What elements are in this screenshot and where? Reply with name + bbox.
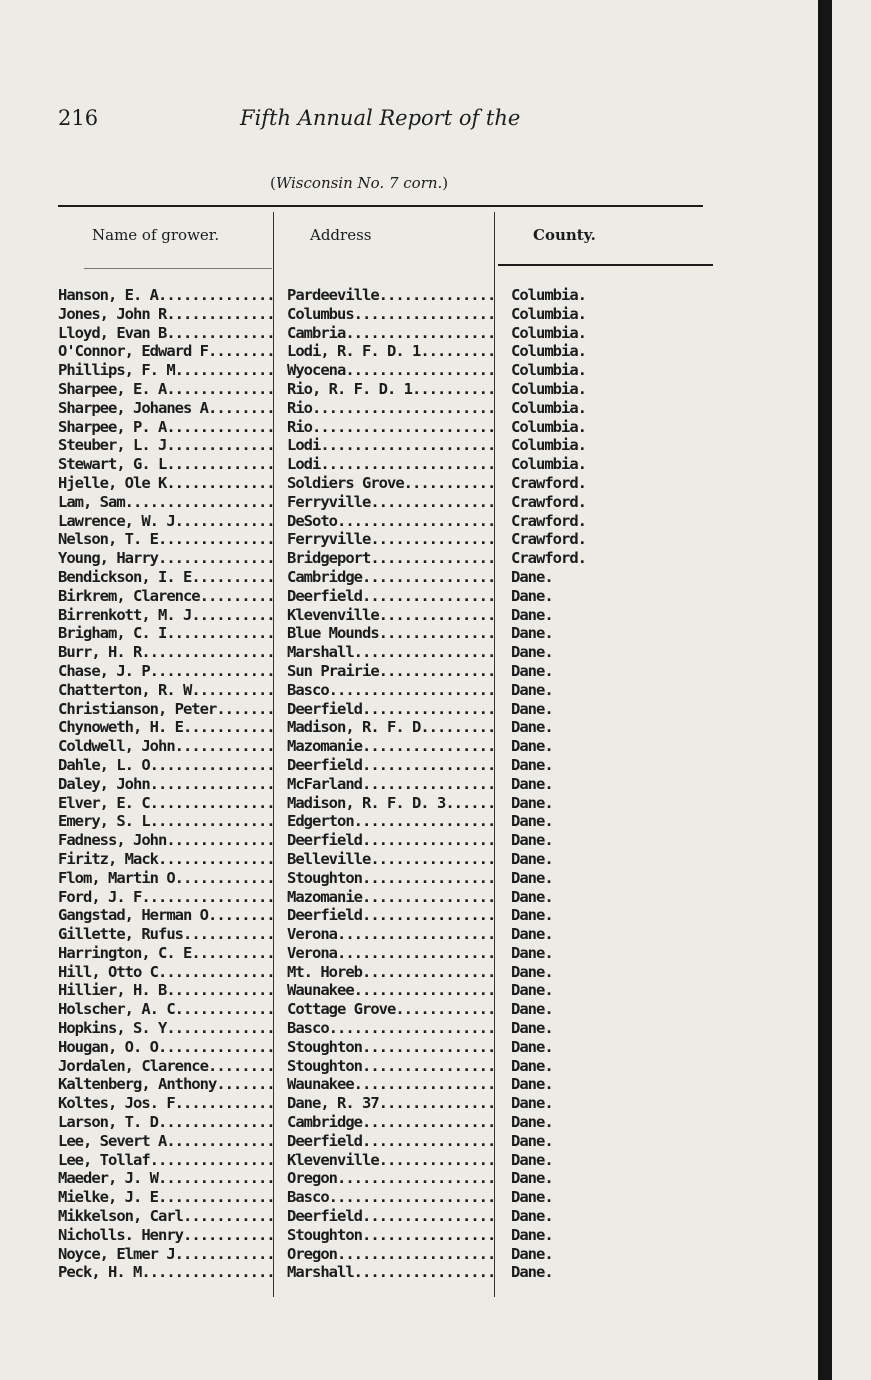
table-row (58, 850, 618, 869)
grower-name: Harrington, C. E ..... (58, 944, 275, 963)
table-row (58, 1151, 618, 1170)
table-row (58, 643, 618, 662)
grower-county: Dane. (511, 1150, 553, 1169)
table-row (58, 530, 618, 549)
column-header-address: Address (310, 226, 372, 244)
grower-address: Lodi, R. F. D. 1 ..... (275, 342, 497, 361)
table-row (58, 944, 618, 963)
table-row (58, 831, 618, 850)
grower-name: Elver, E. C ..... (58, 794, 275, 813)
grower-name: Koltes, Jos. F ..... (58, 1094, 275, 1113)
grower-name: O'Connor, Edward F ..... (58, 342, 275, 361)
grower-county: Columbia. (511, 398, 586, 417)
table-row (58, 568, 618, 587)
grower-county: Crawford. (511, 549, 586, 568)
grower-name: Hill, Otto C ..... (58, 963, 275, 982)
column-header-name: Name of grower. (92, 226, 220, 244)
table-row (58, 512, 618, 531)
grower-address: Wyocena ..... (275, 361, 497, 380)
grower-address: Mt. Horeb ..... (275, 963, 497, 982)
grower-name: Lee, Severt A ..... (58, 1132, 275, 1151)
grower-name: Gillette, Rufus ..... (58, 925, 275, 944)
grower-county: Dane. (511, 1188, 553, 1207)
table-row (58, 418, 618, 437)
grower-address: Marshall ..... (275, 643, 497, 662)
grower-name: Bendickson, I. E ..... (58, 568, 275, 587)
grower-address: Dane, R. 37 ..... (275, 1094, 497, 1113)
table-row (58, 1188, 618, 1207)
column-header-county: County. (533, 226, 596, 244)
grower-address: Deerfield ..... (275, 756, 497, 775)
grower-name: Hougan, O. O ..... (58, 1038, 275, 1057)
grower-address: Cottage Grove ..... (275, 1000, 497, 1019)
grower-name: Peck, H. M ..... (58, 1263, 275, 1282)
table-row (58, 1245, 618, 1264)
table-row (58, 906, 618, 925)
grower-address: Rio ..... (275, 399, 497, 418)
grower-address: Basco ..... (275, 681, 497, 700)
grower-county: Dane. (511, 680, 553, 699)
grower-address: Klevenville ..... (275, 606, 497, 625)
grower-address: Lodi ..... (275, 455, 497, 474)
table-row (58, 812, 618, 831)
grower-county: Dane. (511, 849, 553, 868)
table-row (58, 1113, 618, 1132)
grower-name: Christianson, Peter ..... (58, 700, 275, 719)
grower-name: Maeder, J. W ..... (58, 1169, 275, 1188)
grower-county: Crawford. (511, 511, 586, 530)
table-row (58, 1057, 618, 1076)
grower-address: Marshall ..... (275, 1263, 497, 1282)
grower-address: DeSoto ..... (275, 512, 497, 531)
grower-name: Kaltenberg, Anthony ..... (58, 1075, 275, 1094)
table-top-rule (58, 205, 703, 207)
table-row (58, 436, 618, 455)
grower-name: Emery, S. L ..... (58, 812, 275, 831)
grower-county: Dane. (511, 793, 553, 812)
grower-name: Holscher, A. C ..... (58, 1000, 275, 1019)
grower-address: Stoughton ..... (275, 1057, 497, 1076)
table-row (58, 963, 618, 982)
table-row (58, 1207, 618, 1226)
grower-county: Dane. (511, 1075, 553, 1094)
grower-address: Deerfield ..... (275, 831, 497, 850)
grower-name: Stewart, G. L ..... (58, 455, 275, 474)
grower-name: Nelson, T. E ..... (58, 530, 275, 549)
table-row (58, 1094, 618, 1113)
grower-name: Phillips, F. M ..... (58, 361, 275, 380)
table-row (58, 756, 618, 775)
table-row (58, 286, 618, 305)
header-rule-right (498, 264, 713, 266)
table-row (58, 493, 618, 512)
grower-county: Dane. (511, 1094, 553, 1113)
grower-address: Rio, R. F. D. 1 ..... (275, 380, 497, 399)
grower-name: Sharpee, P. A ..... (58, 418, 275, 437)
grower-county: Dane. (511, 1225, 553, 1244)
grower-name: Sharpee, E. A ..... (58, 380, 275, 399)
grower-name: Mikkelson, Carl ..... (58, 1207, 275, 1226)
table-row (58, 474, 618, 493)
grower-county: Columbia. (511, 342, 586, 361)
table-row (58, 455, 618, 474)
page-number: 216 (58, 106, 99, 130)
grower-county: Dane. (511, 699, 553, 718)
grower-county: Dane. (511, 567, 553, 586)
table-row (58, 700, 618, 719)
table-row (58, 662, 618, 681)
grower-name: Jones, John R ..... (58, 305, 275, 324)
table-row (58, 888, 618, 907)
grower-address: Basco ..... (275, 1019, 497, 1038)
grower-name: Jordalen, Clarence ..... (58, 1057, 275, 1076)
grower-name: Firitz, Mack ..... (58, 850, 275, 869)
grower-address: Stoughton ..... (275, 1226, 497, 1245)
grower-county: Dane. (511, 1000, 553, 1019)
grower-address: Stoughton ..... (275, 1038, 497, 1057)
grower-county: Dane. (511, 1244, 553, 1263)
grower-address: Madison, R. F. D ..... (275, 718, 497, 737)
grower-address: Rio ..... (275, 418, 497, 437)
grower-name: Chynoweth, H. E ..... (58, 718, 275, 737)
grower-county: Columbia. (511, 323, 586, 342)
grower-county: Dane. (511, 943, 553, 962)
table-row (58, 1132, 618, 1151)
table-row (58, 549, 618, 568)
grower-address: Cambridge ..... (275, 568, 497, 587)
grower-address: Bridgeport ..... (275, 549, 497, 568)
table-row (58, 1019, 618, 1038)
table-row (58, 775, 618, 794)
book-spine (818, 0, 832, 1380)
grower-county: Dane. (511, 605, 553, 624)
grower-name: Birkrem, Clarence ..... (58, 587, 275, 606)
table-row (58, 1038, 618, 1057)
grower-name: Sharpee, Johanes A ..... (58, 399, 275, 418)
grower-name: Lee, Tollaf ..... (58, 1151, 275, 1170)
table-row (58, 606, 618, 625)
grower-name: Larson, T. D ..... (58, 1113, 275, 1132)
grower-county: Dane. (511, 1113, 553, 1132)
grower-name: Ford, J. F ..... (58, 888, 275, 907)
table-row (58, 1000, 618, 1019)
grower-address: Deerfield ..... (275, 906, 497, 925)
grower-county: Dane. (511, 1056, 553, 1075)
grower-county: Columbia. (511, 361, 586, 380)
table-row (58, 1075, 618, 1094)
grower-address: Basco ..... (275, 1188, 497, 1207)
grower-address: Edgerton ..... (275, 812, 497, 831)
grower-address: Waunakee ..... (275, 1075, 497, 1094)
grower-name: Noyce, Elmer J ..... (58, 1245, 275, 1264)
grower-county: Crawford. (511, 473, 586, 492)
grower-name: Lawrence, W. J ..... (58, 512, 275, 531)
grower-name: Hanson, E. A ..... (58, 286, 275, 305)
grower-name: Fadness, John ..... (58, 831, 275, 850)
grower-county: Dane. (511, 755, 553, 774)
table-row (58, 681, 618, 700)
grower-county: Dane. (511, 981, 553, 1000)
grower-county: Dane. (511, 737, 553, 756)
grower-county: Dane. (511, 1037, 553, 1056)
grower-name: Gangstad, Herman O ..... (58, 906, 275, 925)
grower-county: Dane. (511, 831, 553, 850)
grower-county: Dane. (511, 962, 553, 981)
grower-name: Brigham, C. I ..... (58, 624, 275, 643)
grower-name: Young, Harry ..... (58, 549, 275, 568)
grower-address: Soldiers Grove ..... (275, 474, 497, 493)
table-row (58, 1169, 618, 1188)
grower-name: Steuber, L. J ..... (58, 436, 275, 455)
grower-name: Mielke, J. E ..... (58, 1188, 275, 1207)
table-row (58, 305, 618, 324)
grower-address: Klevenville ..... (275, 1151, 497, 1170)
grower-county: Dane. (511, 812, 553, 831)
grower-name: Lam, Sam ..... (58, 493, 275, 512)
grower-address: Oregon ..... (275, 1245, 497, 1264)
grower-address: Mazomanie ..... (275, 737, 497, 756)
grower-address: Deerfield ..... (275, 587, 497, 606)
grower-county: Dane. (511, 925, 553, 944)
grower-county: Crawford. (511, 530, 586, 549)
grower-name: Hillier, H. B ..... (58, 981, 275, 1000)
grower-name: Nicholls. Henry ..... (58, 1226, 275, 1245)
grower-county: Dane. (511, 1207, 553, 1226)
grower-name: Coldwell, John ..... (58, 737, 275, 756)
grower-county: Columbia. (511, 455, 586, 474)
grower-county: Dane. (511, 624, 553, 643)
grower-county: Columbia. (511, 436, 586, 455)
grower-address: Madison, R. F. D. 3 ..... (275, 794, 497, 813)
grower-address: Columbus ..... (275, 305, 497, 324)
table-row (58, 737, 618, 756)
grower-address: Stoughton ..... (275, 869, 497, 888)
grower-county: Dane. (511, 718, 553, 737)
table-row (58, 925, 618, 944)
table-row (58, 718, 618, 737)
grower-address: Ferryville ..... (275, 493, 497, 512)
table-row (58, 324, 618, 343)
running-title: Fifth Annual Report of the (240, 106, 521, 130)
table-row (58, 1263, 618, 1282)
grower-county: Dane. (511, 1131, 553, 1150)
table-row (58, 1226, 618, 1245)
table-row (58, 361, 618, 380)
grower-county: Dane. (511, 586, 553, 605)
grower-county: Dane. (511, 1169, 553, 1188)
grower-address: Ferryville ..... (275, 530, 497, 549)
grower-county: Dane. (511, 1263, 553, 1282)
grower-county: Dane. (511, 774, 553, 793)
subheading-open: ( (270, 174, 276, 192)
grower-address: Lodi ..... (275, 436, 497, 455)
table-row (58, 794, 618, 813)
grower-table (58, 286, 618, 1282)
table-row (58, 399, 618, 418)
table-row (58, 981, 618, 1000)
grower-address: Deerfield ..... (275, 1132, 497, 1151)
grower-name: Burr, H. R ..... (58, 643, 275, 662)
grower-name: Hjelle, Ole K ..... (58, 474, 275, 493)
grower-address: Belleville ..... (275, 850, 497, 869)
grower-address: Verona ..... (275, 925, 497, 944)
grower-county: Dane. (511, 868, 553, 887)
grower-name: Chatterton, R. W ..... (58, 681, 275, 700)
header-rule-left (84, 268, 272, 269)
grower-address: Blue Mounds ..... (275, 624, 497, 643)
subheading (270, 174, 448, 192)
grower-county: Dane. (511, 887, 553, 906)
grower-address: Cambridge ..... (275, 1113, 497, 1132)
grower-address: Pardeeville ..... (275, 286, 497, 305)
grower-address: Sun Prairie ..... (275, 662, 497, 681)
subheading-close: ) (442, 174, 449, 192)
table-row (58, 380, 618, 399)
grower-name: Flom, Martin O ..... (58, 869, 275, 888)
grower-address: Cambria ..... (275, 324, 497, 343)
grower-name: Daley, John ..... (58, 775, 275, 794)
grower-name: Dahle, L. O ..... (58, 756, 275, 775)
grower-address: Deerfield ..... (275, 1207, 497, 1226)
grower-address: Verona ..... (275, 944, 497, 963)
grower-county: Columbia. (511, 304, 586, 323)
grower-address: Mazomanie ..... (275, 888, 497, 907)
grower-address: McFarland ..... (275, 775, 497, 794)
table-row (58, 342, 618, 361)
table-row (58, 624, 618, 643)
grower-name: Hopkins, S. Y ..... (58, 1019, 275, 1038)
grower-county: Dane. (511, 661, 553, 680)
grower-county: Dane. (511, 906, 553, 925)
grower-county: Columbia. (511, 286, 586, 304)
grower-address: Deerfield ..... (275, 700, 497, 719)
subheading-text: Wisconsin No. 7 corn. (275, 174, 443, 192)
grower-county: Columbia. (511, 417, 586, 436)
grower-name: Lloyd, Evan B ..... (58, 324, 275, 343)
table-row (58, 869, 618, 888)
grower-name: Birrenkott, M. J ..... (58, 606, 275, 625)
grower-county: Dane. (511, 643, 553, 662)
grower-county: Crawford. (511, 492, 586, 511)
grower-county: Dane. (511, 1019, 553, 1038)
grower-address: Oregon ..... (275, 1169, 497, 1188)
grower-address: Waunakee ..... (275, 981, 497, 1000)
grower-county: Columbia. (511, 379, 586, 398)
table-row (58, 587, 618, 606)
grower-name: Chase, J. P ..... (58, 662, 275, 681)
